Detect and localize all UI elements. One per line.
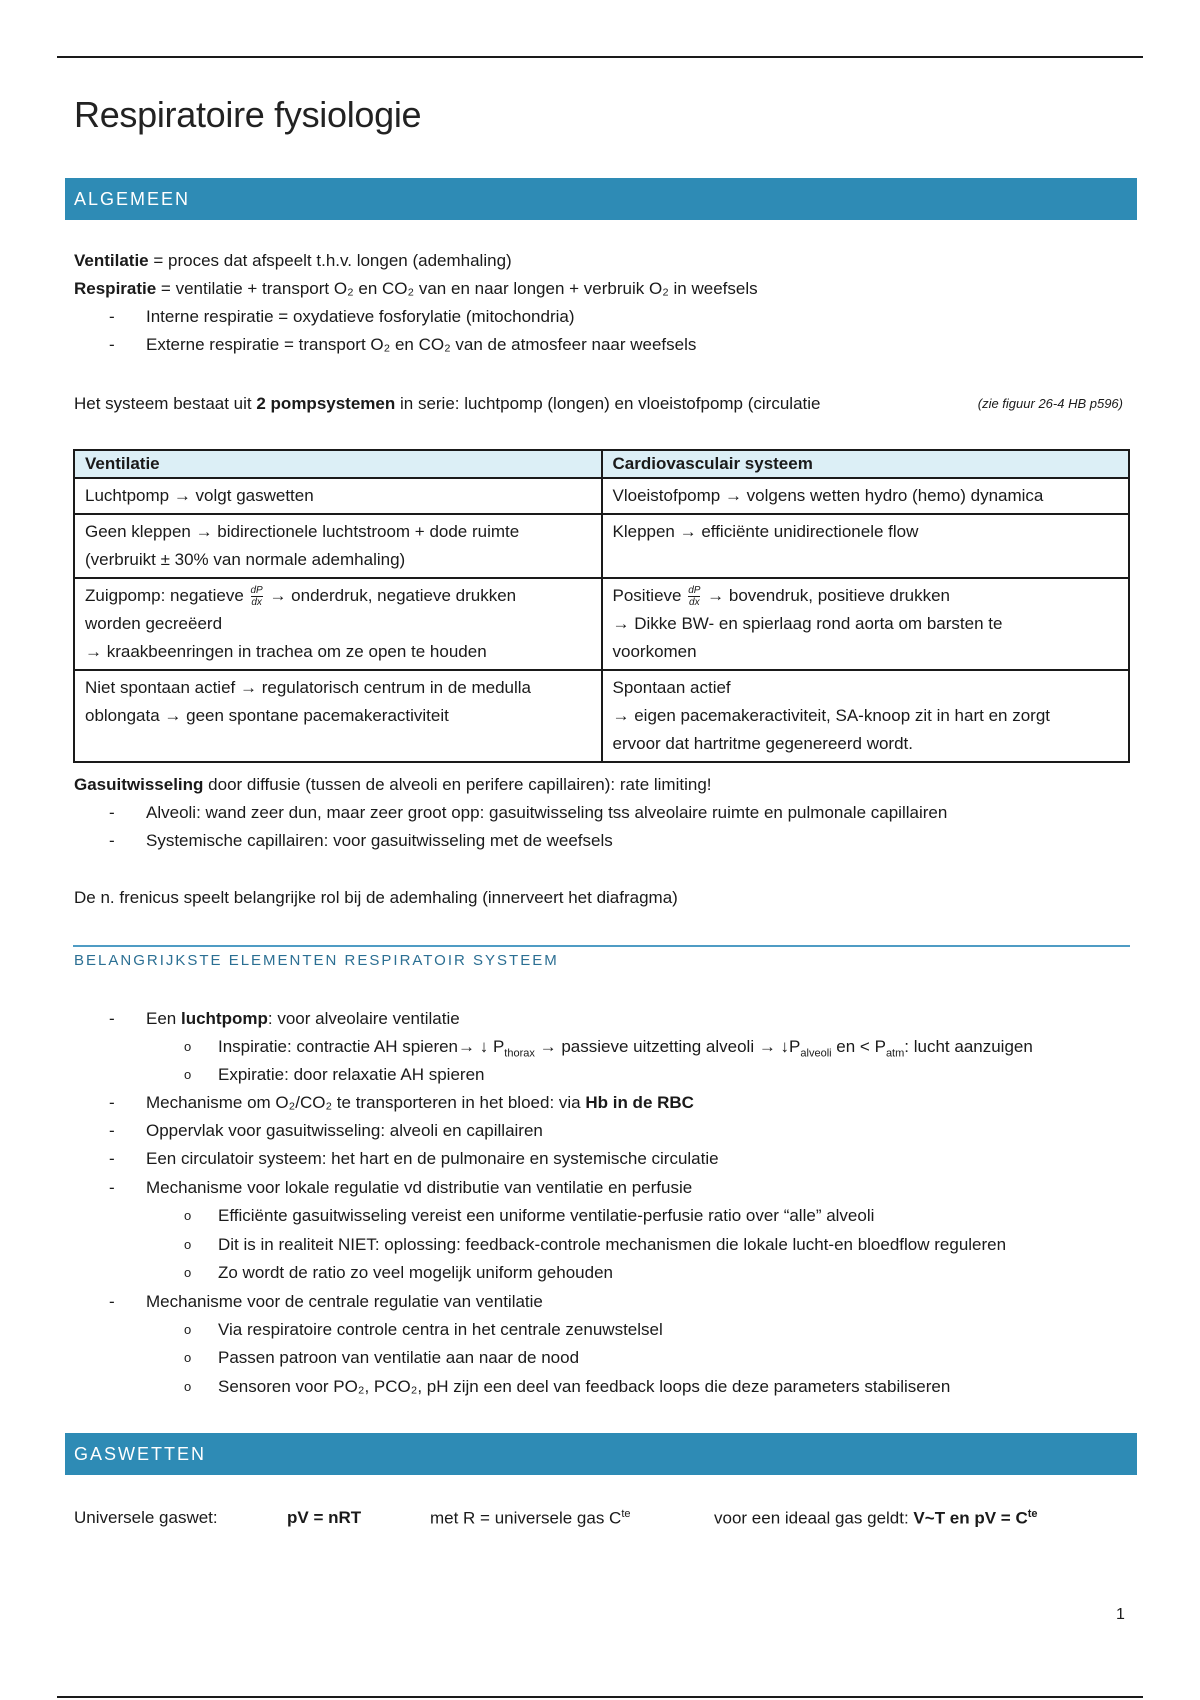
expiratie-line: Expiratie: door relaxatie AH spieren: [218, 1065, 485, 1084]
gaswet-text: voor een ideaal gas geldt:: [714, 1508, 914, 1528]
externe-respiratie: Externe respiratie = transport O₂ en CO₂ van de atmosfeer naar weefsels: [146, 335, 697, 354]
element-text: : voor alveolaire ventilatie: [267, 1009, 460, 1028]
gaswet-bold: V~T en pV = C: [913, 1508, 1028, 1528]
cell-line: Niet spontaan actief → regulatorisch centrum in de medulla: [85, 678, 532, 697]
ventilatie-def: = proces dat afspeelt t.h.v. longen (ademhaling): [148, 251, 512, 270]
sub-bullet-marker: o: [184, 1350, 192, 1365]
fraction-denominator: dx: [689, 597, 700, 609]
section-divider: [73, 945, 1130, 947]
sub-bullet-marker: o: [184, 1379, 192, 1394]
interne-respiratie: Interne respiratie = oxydatieve fosforylatie (mitochondria): [146, 307, 575, 326]
cell-line: oblongata → geen spontane pacemakeractiviteit: [85, 706, 449, 725]
gaswet-text: met R = universele gas C: [430, 1508, 622, 1528]
lokale-regulatie-sub: Efficiënte gasuitwisseling vereist een uniforme ventilatie-perfusie ratio over “alle” alveoli: [218, 1206, 875, 1225]
table-cell: Vloeistofpomp → volgens wetten hydro (hemo) dynamica: [602, 478, 1130, 514]
comparison-table: [73, 449, 1130, 763]
cell-line: [85, 582, 591, 610]
cell-line: ervoor dat hartritme gegenereerd wordt.: [612, 734, 913, 753]
lokale-regulatie-sub: Zo wordt de ratio zo veel mogelijk uniform gehouden: [218, 1263, 613, 1282]
sub-bullet-marker: o: [184, 1039, 192, 1054]
inspiratie-line: [218, 1036, 1033, 1064]
table-header-row: [74, 450, 1129, 478]
sub-bullet-marker: o: [184, 1322, 192, 1337]
table-row: [74, 578, 1129, 670]
table-cell: Luchtpomp → volgt gaswetten: [74, 478, 602, 514]
gaswet-formula: pV = nRT: [287, 1508, 362, 1527]
systeem-post: in serie: luchtpomp (longen) en vloeistofpomp (circulatie: [395, 394, 821, 413]
ventilatie-definition: [74, 250, 512, 272]
gaswet-ideaal: [714, 1508, 1038, 1529]
gasuitwisseling-term: Gasuitwisseling: [74, 775, 204, 794]
section-banner-gaswetten: GASWETTEN: [65, 1433, 1137, 1475]
sub-bullet-marker: o: [184, 1208, 192, 1223]
top-rule: [57, 56, 1143, 58]
centrale-regulatie-sub: Sensoren voor PO₂, PCO₂, pH zijn een deel van feedback loops die deze parameters stabiliseren: [218, 1377, 951, 1396]
capillairen-bullet: Systemische capillairen: voor gasuitwisseling met de weefsels: [146, 831, 613, 850]
cell-line: worden gecreëerd: [85, 614, 223, 633]
cell-text: Positieve: [612, 586, 687, 605]
figure-reference: (zie figuur 26-4 HB p596): [977, 396, 1123, 411]
respiratie-def: = ventilatie + transport O₂ en CO₂ van en naar longen + verbruik O₂ in weefsels: [156, 279, 758, 298]
bullet-marker: -: [109, 1149, 115, 1168]
element-centrale-regulatie: Mechanisme voor de centrale regulatie van ventilatie: [146, 1292, 543, 1311]
bullet-marker: -: [109, 1093, 115, 1112]
cell-line: (verbruikt ± 30% van normale ademhaling): [85, 550, 406, 569]
table-header: Ventilatie: [74, 450, 602, 478]
sub-bullet-marker: o: [184, 1067, 192, 1082]
respiratie-term: Respiratie: [74, 279, 157, 298]
cell-line: → Dikke BW- en spierlaag rond aorta om barsten te: [612, 614, 1003, 633]
systeem-sentence: [74, 393, 820, 415]
bullet-marker: -: [109, 1178, 115, 1197]
table-cell: [602, 578, 1130, 670]
table-row: [74, 514, 1129, 578]
centrale-regulatie-sub: Via respiratoire controle centra in het centrale zenuwstelsel: [218, 1320, 663, 1339]
cell-line: Kleppen → efficiënte unidirectionele flow: [612, 522, 919, 541]
superscript: te: [1027, 1508, 1038, 1520]
superscript: te: [621, 1508, 631, 1520]
gaswet-constant: [430, 1508, 631, 1529]
element-luchtpomp: [146, 1008, 460, 1030]
systeem-bold: 2 pompsystemen: [256, 394, 396, 413]
gasuitwisseling-definition: [74, 774, 712, 796]
cell-text: Zuigpomp: negatieve: [85, 586, 249, 605]
cell-line: [613, 582, 1119, 610]
element-text: Mechanisme om O₂/CO₂ te transporteren in het bloed: via: [146, 1093, 586, 1112]
lokale-regulatie-sub: Dit is in realiteit NIET: oplossing: feedback-controle mechanismen die lokale lucht-en bloedflow reguleren: [218, 1235, 1007, 1254]
element-text: : lucht aanzuigen: [904, 1037, 1033, 1056]
sub-bullet-marker: o: [184, 1265, 192, 1280]
ventilatie-term: Ventilatie: [74, 251, 149, 270]
element-bold: Hb in de RBC: [585, 1093, 694, 1112]
bullet-marker: -: [109, 1292, 115, 1311]
table-cell: [602, 670, 1130, 762]
table-row: [74, 670, 1129, 762]
table-cell: [74, 514, 602, 578]
cell-line: voorkomen: [612, 642, 697, 661]
bullet-marker: -: [109, 831, 115, 850]
sub-bullet-marker: o: [184, 1237, 192, 1252]
table-cell: [74, 578, 602, 670]
bullet-marker: -: [109, 335, 115, 354]
table-header: Cardiovasculair systeem: [602, 450, 1130, 478]
element-oppervlak: Oppervlak voor gasuitwisseling: alveoli en capillairen: [146, 1121, 543, 1140]
cell-text: → onderdruk, negatieve drukken: [264, 586, 517, 605]
table-cell: [74, 670, 602, 762]
section-banner-algemeen: ALGEMEEN: [65, 178, 1137, 220]
element-circulatoir: Een circulatoir systeem: het hart en de pulmonaire en systemische circulatie: [146, 1149, 719, 1168]
bottom-rule: [57, 1696, 1143, 1698]
fraction-denominator: dx: [251, 597, 262, 609]
cell-line: Geen kleppen → bidirectionele luchtstroom + dode ruimte: [85, 522, 520, 541]
subscript-atm: atm: [885, 1047, 905, 1060]
derivative-fraction: [251, 585, 263, 608]
alveoli-bullet: Alveoli: wand zeer dun, maar zeer groot opp: gasuitwisseling tss alveolaire ruimte en pulmonale capillairen: [146, 803, 948, 822]
element-text: en < P: [831, 1037, 886, 1056]
page-title: Respiratoire fysiologie: [74, 94, 422, 135]
element-text: → passieve uitzetting alveoli → ↓P: [534, 1037, 801, 1056]
centrale-regulatie-sub: Passen patroon van ventilatie aan naar de nood: [218, 1348, 580, 1367]
cell-line: → kraakbeenringen in trachea om ze open te houden: [85, 642, 487, 661]
cell-text: → bovendruk, positieve drukken: [702, 586, 951, 605]
fraction-numerator: dP: [250, 585, 263, 597]
cell-line: → eigen pacemakeractiviteit, SA-knoop zit in hart en zorgt: [612, 706, 1050, 725]
bullet-marker: -: [109, 1121, 115, 1140]
fraction-numerator: dP: [688, 585, 701, 597]
respiratie-definition: [74, 278, 758, 300]
subscript-thorax: thorax: [504, 1047, 535, 1060]
element-bold: luchtpomp: [180, 1009, 268, 1028]
element-transport: [146, 1092, 694, 1114]
gasuitwisseling-def: door diffusie (tussen de alveoli en perifere capillairen): rate limiting!: [203, 775, 712, 794]
cell-line: Spontaan actief: [612, 678, 731, 697]
gaswet-label: Universele gaswet:: [74, 1508, 218, 1527]
table-cell: [602, 514, 1130, 578]
bullet-marker: -: [109, 803, 115, 822]
derivative-fraction: [688, 585, 700, 608]
element-text: Inspiratie: contractie AH spieren→ ↓ P: [218, 1037, 505, 1056]
element-lokale-regulatie: Mechanisme voor lokale regulatie vd distributie van ventilatie en perfusie: [146, 1178, 693, 1197]
frenicus-sentence: De n. frenicus speelt belangrijke rol bij de ademhaling (innerveert het diafragma): [74, 888, 678, 907]
element-text: Een: [146, 1009, 181, 1028]
subscript-alveoli: alveoli: [800, 1047, 832, 1060]
page-number: 1: [1116, 1606, 1125, 1623]
systeem-pre: Het systeem bestaat uit: [74, 394, 257, 413]
section-heading-elementen: BELANGRIJKSTE ELEMENTEN RESPIRATOIR SYSTEEM: [74, 952, 559, 969]
table-row: [74, 478, 1129, 514]
bullet-marker: -: [109, 1009, 115, 1028]
bullet-marker: -: [109, 307, 115, 326]
